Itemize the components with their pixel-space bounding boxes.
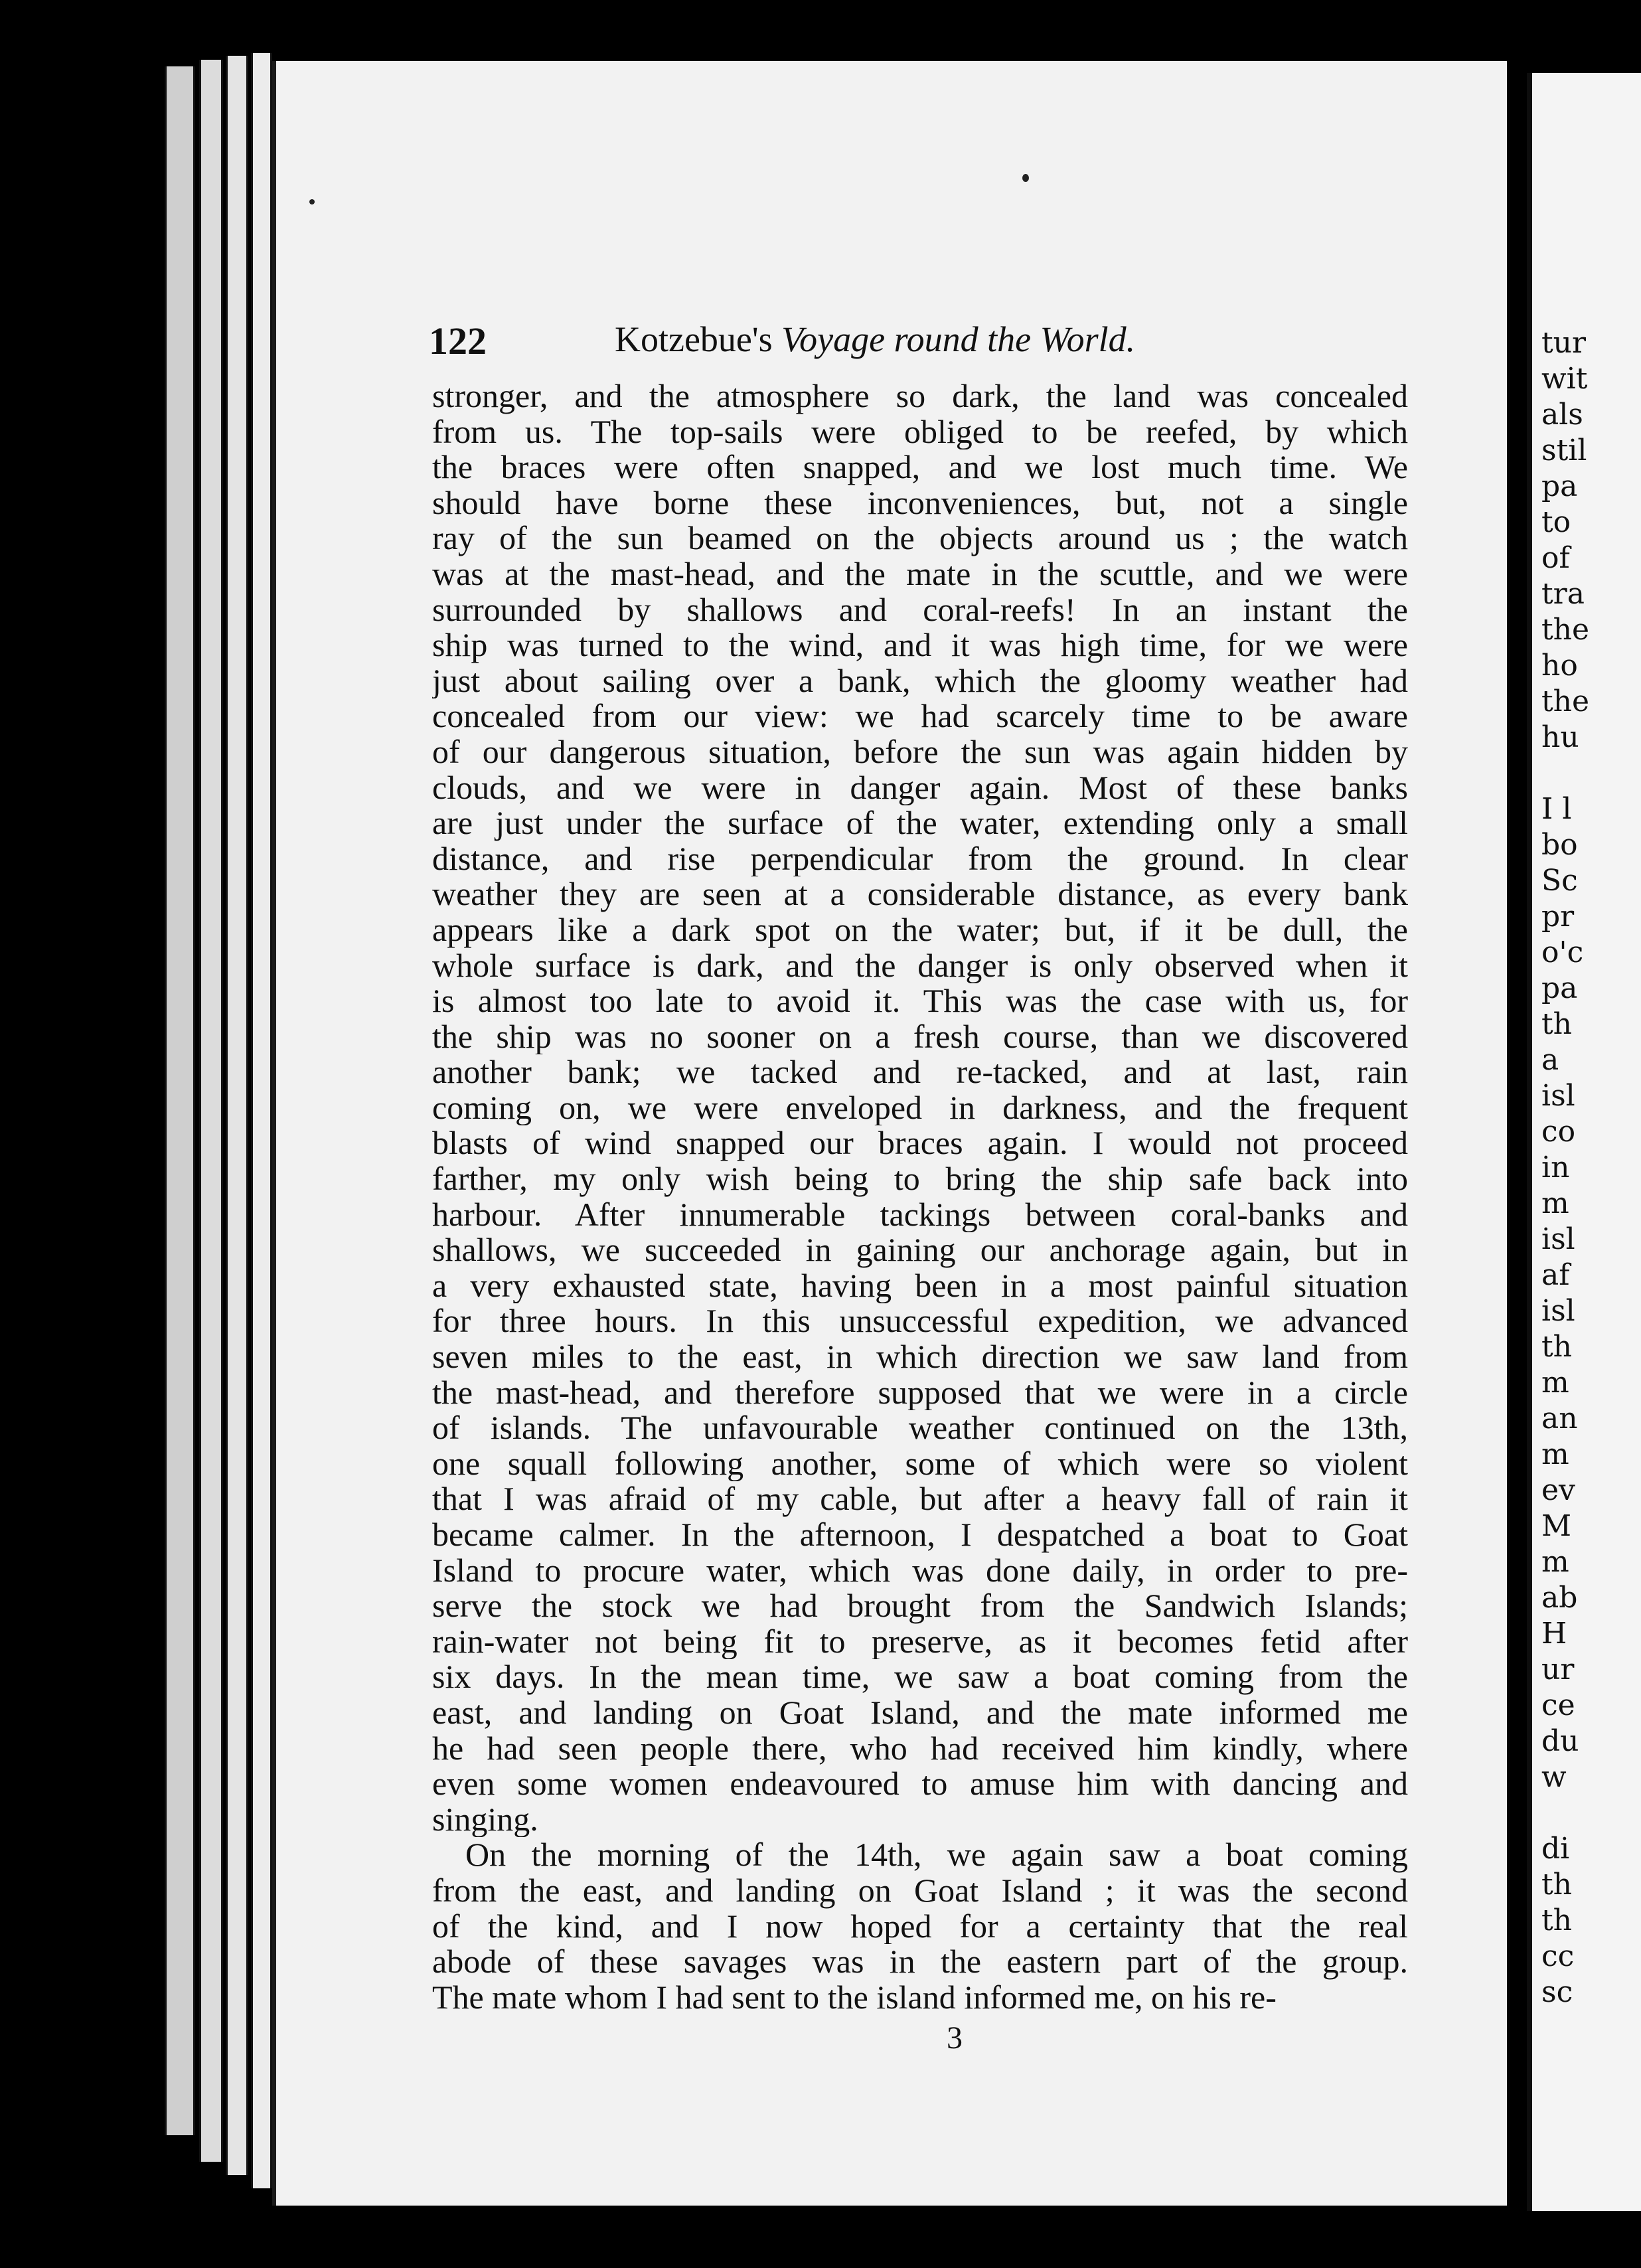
facing-text-fragment: m [1541, 1366, 1569, 1400]
facing-text-fragment: pa [1541, 469, 1578, 503]
facing-text-fragment: di [1541, 1832, 1570, 1866]
facing-text-fragment: wit [1541, 362, 1588, 396]
facing-text-fragment: Sc [1541, 864, 1578, 898]
facing-text-fragment: tur [1541, 326, 1587, 360]
facing-text-fragment: of [1541, 541, 1570, 575]
text-line: of islands. The unfavourable weather continued on the 13th, [432, 1410, 1408, 1446]
facing-text-fragment: m [1541, 1437, 1569, 1471]
facing-text-fragment: bo [1541, 828, 1578, 862]
text-line: serve the stock we had brought from the Sandwich Islands; [432, 1588, 1408, 1624]
facing-text-fragment: sc [1541, 1975, 1573, 2009]
text-line: appears like a dark spot on the water; but, if it be dull, the [432, 912, 1408, 948]
text-line: harbour. After innumerable tackings between coral-banks and [432, 1196, 1408, 1233]
facing-text-fragment: isl [1541, 1079, 1575, 1113]
text-line: On the morning of the 14th, we again saw a boat coming [465, 1837, 1408, 1873]
facing-text-fragment: ab [1541, 1581, 1578, 1615]
facing-text-fragment: m [1541, 1186, 1569, 1220]
text-line: east, and landing on Goat Island, and the mate informed me [432, 1694, 1408, 1731]
facing-text-fragment: a [1541, 1043, 1559, 1077]
facing-text-fragment: to [1541, 505, 1571, 539]
facing-text-fragment: stil [1541, 434, 1587, 467]
facing-text-fragment: ur [1541, 1653, 1575, 1686]
text-line: whole surface is dark, and the danger is only observed when it [432, 947, 1408, 984]
facing-text-fragment: hu [1541, 720, 1579, 754]
text-line: six days. In the mean time, we saw a boat coming from the [432, 1659, 1408, 1695]
facing-text-fragment: H [1541, 1617, 1567, 1651]
book-page [272, 61, 1507, 2206]
facing-text-fragment: w [1541, 1760, 1567, 1794]
running-head-author: Kotzebue's [615, 319, 773, 359]
facing-text-fragment: an [1541, 1402, 1578, 1435]
book-page-edge [226, 56, 248, 2175]
facing-text-fragment: the [1541, 613, 1590, 647]
text-line: one squall following another, some of which were so violent [432, 1445, 1408, 1482]
book-page-edge [165, 66, 195, 2135]
facing-text-fragment: I l [1541, 792, 1572, 826]
text-line: singing. [432, 1801, 538, 1838]
text-line: ship was turned to the wind, and it was high time, for we were [432, 627, 1408, 663]
text-line: just about sailing over a bank, which the gloomy weather had [432, 663, 1408, 699]
text-line: the braces were often snapped, and we lost much time. We [432, 449, 1408, 485]
dust-speck [309, 199, 315, 204]
page-number: 122 [429, 319, 487, 363]
facing-text-fragment [1532, 756, 1589, 791]
book-page-edge [199, 60, 223, 2162]
facing-text-fragment: co [1541, 1115, 1576, 1149]
text-line: of the kind, and I now hoped for a certainty that the real [432, 1908, 1408, 1945]
facing-text-fragment: ev [1541, 1473, 1575, 1507]
facing-text-fragment: th [1541, 1868, 1573, 1902]
facing-text-fragment: the [1541, 685, 1590, 718]
facing-text-fragment: isl [1541, 1222, 1575, 1256]
dust-speck [1022, 174, 1029, 182]
facing-text-fragment: th [1541, 1330, 1573, 1364]
text-line: surrounded by shallows and coral-reefs! In an instant the [432, 592, 1408, 628]
text-line: a very exhausted state, having been in a most painful situation [432, 1267, 1408, 1304]
text-line: Island to procure water, which was done daily, in order to pre- [432, 1552, 1408, 1589]
text-line: blasts of wind snapped our braces again. I would not proceed [432, 1125, 1408, 1162]
facing-text-fragment: m [1541, 1545, 1569, 1579]
text-line: The mate whom I had sent to the island informed me, on his re- [432, 1979, 1277, 2016]
signature-mark: 3 [947, 2020, 963, 2056]
running-head-title: Voyage round the World. [781, 319, 1136, 359]
facing-text-fragment: als [1541, 398, 1583, 432]
facing-page [1527, 73, 1641, 2211]
text-line: concealed from our view: we had scarcely time to be aware [432, 698, 1408, 734]
text-line: that I was afraid of my cable, but after a heavy fall of rain it [432, 1481, 1408, 1517]
text-line: of our dangerous situation, before the sun was again hidden by [432, 734, 1408, 770]
text-line: rain-water not being fit to preserve, as it becomes fetid after [432, 1623, 1408, 1660]
book-page-edge [251, 53, 272, 2188]
facing-text-fragment: du [1541, 1724, 1579, 1758]
facing-text-fragment: cc [1541, 1939, 1575, 1973]
text-line: coming on, we were enveloped in darkness, and the frequent [432, 1090, 1408, 1126]
text-line: should have borne these inconveniences, but, not a single [432, 485, 1408, 521]
text-line: is almost too late to avoid it. This was the case with us, for [432, 983, 1408, 1019]
text-line: for three hours. In this unsuccessful expedition, we advanced [432, 1303, 1408, 1340]
text-line: seven miles to the east, in which direction we saw land from [432, 1339, 1408, 1375]
text-line: are just under the surface of the water, extending only a small [432, 805, 1408, 841]
text-line: abode of these savages was in the eastern part of the group. [432, 1944, 1408, 1980]
facing-text-fragment: th [1541, 1903, 1573, 1937]
facing-text-fragment: o'c [1541, 935, 1584, 969]
body-text [432, 378, 1408, 2015]
facing-text-fragment: ho [1541, 649, 1578, 683]
text-line: even some women endeavoured to amuse him with dancing and [432, 1766, 1408, 1802]
facing-text-fragment: pr [1541, 900, 1575, 933]
text-line: from the east, and landing on Goat Island ; it was the second [432, 1872, 1408, 1909]
facing-text-fragment: th [1541, 1007, 1573, 1041]
text-line: became calmer. In the afternoon, I despatched a boat to Goat [432, 1517, 1408, 1553]
text-line: distance, and rise perpendicular from the ground. In clear [432, 841, 1408, 877]
text-line: clouds, and we were in danger again. Most of these banks [432, 770, 1408, 806]
text-line: was at the mast-head, and the mate in the scuttle, and we were [432, 556, 1408, 592]
facing-page-text [1532, 325, 1589, 2010]
text-line: stronger, and the atmosphere so dark, the land was concealed [432, 378, 1408, 414]
running-head [615, 319, 1135, 360]
text-line: the mast-head, and therefore supposed that we were in a circle [432, 1374, 1408, 1411]
text-line: ray of the sun beamed on the objects around us ; the watch [432, 521, 1408, 556]
facing-text-fragment: in [1541, 1151, 1570, 1184]
facing-text-fragment: pa [1541, 971, 1578, 1005]
text-line: he had seen people there, who had received him kindly, where [432, 1730, 1408, 1767]
facing-text-fragment: ce [1541, 1688, 1575, 1722]
facing-text-fragment [1532, 1795, 1589, 1831]
facing-text-fragment: M [1541, 1509, 1572, 1543]
facing-text-fragment: isl [1541, 1294, 1575, 1328]
facing-text-fragment: af [1541, 1258, 1570, 1292]
text-line: the ship was no sooner on a fresh course, than we discovered [432, 1018, 1408, 1055]
text-line: farther, my only wish being to bring the ship safe back into [432, 1161, 1408, 1197]
text-line: from us. The top-sails were obliged to be reefed, by which [432, 414, 1408, 450]
text-line: weather they are seen at a considerable distance, as every bank [432, 876, 1408, 912]
text-line: shallows, we succeeded in gaining our anchorage again, but in [432, 1232, 1408, 1268]
text-line: another bank; we tacked and re-tacked, and at last, rain [432, 1054, 1408, 1090]
facing-text-fragment: tra [1541, 577, 1585, 611]
